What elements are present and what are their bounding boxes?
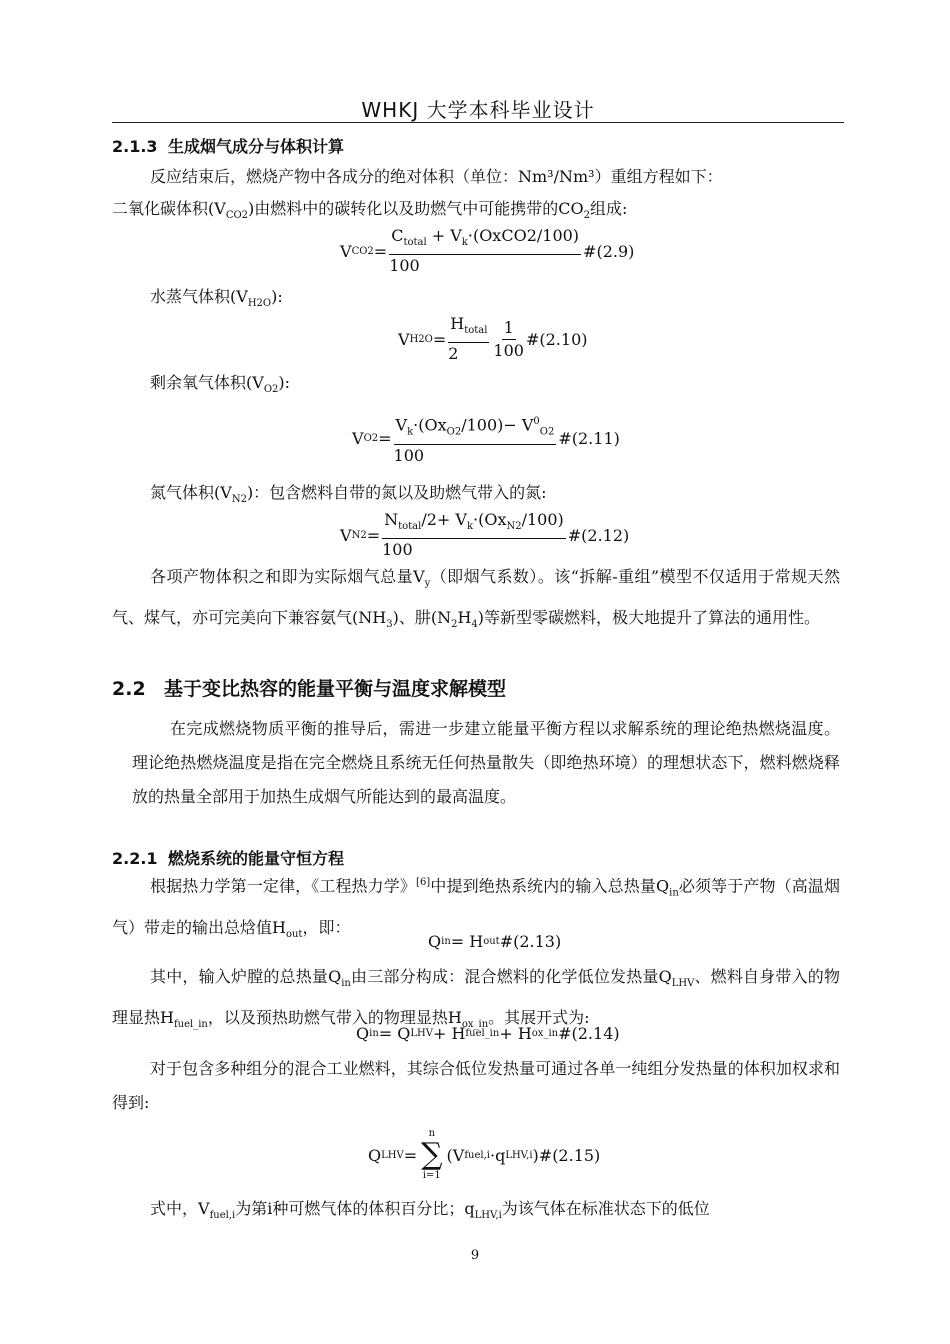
paragraph: 二氧化碳体积$(V_{CO2})$由燃料中的碳转化以及助燃气中可能携带的$CO_2$组成:: [112, 199, 628, 222]
equation-tag: #(2.15): [538, 1145, 601, 1165]
section-heading-2-1-3: [112, 134, 344, 157]
paragraph: 水蒸气体积$(V_{H2O})$:: [150, 287, 283, 310]
paragraph: 对于包含多种组分的混合工业燃料，其综合低位发热量可通过各单一纯组分发热量的体积加权求和得到:: [112, 1059, 840, 1112]
page-header: [112, 94, 844, 123]
equation-tag: #(2.13): [499, 932, 562, 951]
summation-symbol: n ∑ i=1: [421, 1128, 443, 1181]
equation-2-11: V O2 = $\frac{V_k\cdot(Ox_{O2}/100)- V^0_{O2}}{100}$ #(2.11): [352, 412, 620, 466]
fraction: $\frac{C_{total} + V_k\cdot(OxCO2/100)}{100}$: [389, 226, 580, 276]
paragraph: 各项产物体积之和即为实际烟气总量$V_y$（即烟气系数）。该“拆解-重组”模型不仅适用于常规天然气、煤气，亦可完美向下兼容氨气$(NH_3)$、肼$(N_2H_4)$等新型零碳燃料，极大地提升了算法的通用性。: [112, 567, 840, 631]
equation-2-13: Q in = H out #(2.13): [428, 932, 562, 951]
equation-tag: #(2.12): [567, 525, 630, 545]
equation-2-9: V CO2 = $\frac{C_{total} + V_k\cdot(OxCO2/100)}{100}$ #(2.9): [340, 226, 635, 276]
equation-2-12: V N2 = $\frac{N_{total}/2+ V_k\cdot(Ox_{N2}/100)}{100}$ #(2.12): [340, 510, 630, 560]
section-heading-2-2: 2.2 基于变比热容的能量平衡与温度求解模型: [112, 678, 507, 700]
paragraph: 式中，$V_{fuel,i}$为第i种可燃气体的体积百分比；$q_{LHV,i}$为该气体在标准状态下的低位: [150, 1199, 710, 1222]
equation-tag: #(2.9): [583, 241, 635, 261]
page-number: 9: [470, 1248, 480, 1263]
equation-tag: #(2.11): [558, 429, 620, 449]
equation-2-14: Q in = Q LHV + H fuel_in + H ox_in #(2.14): [356, 1024, 620, 1043]
paragraph: 在完成燃烧物质平衡的推导后，需进一步建立能量平衡方程以求解系统的理论绝热燃烧温度。理论绝热燃烧温度是指在完全燃烧且系统无任何热量散失（即绝热环境）的理想状态下，燃料燃烧释放的热量全部用于加热生成烟气所能达到的最高温度。: [132, 719, 840, 806]
section-heading-2-2-1: 2.2.1 燃烧系统的能量守恒方程: [112, 849, 345, 868]
equation-2-15: Q LHV = n ∑ i=1 (V fuel,i ·q LHV,i ) #(2.15): [368, 1128, 601, 1181]
paragraph: 剩余氧气体积$(V_{O2})$:: [150, 373, 291, 396]
paragraph: 根据热力学第一定律，《工程热力学》[6]中提到绝热系统内的输入总热量$Q_{in}$必须等于产物（高温烟气）带走的输出总焓值$H_{out}$，即：: [112, 876, 840, 940]
paragraph: 反应结束后，燃烧产物中各成分的绝对体积（单位：Nm³/Nm³）重组方程如下：: [150, 167, 723, 186]
section-title: 生成烟气成分与体积计算: [168, 137, 345, 156]
equation-tag: #(2.10): [525, 329, 588, 349]
section-number: 2.1.3: [112, 137, 158, 156]
equation-2-10: V H2O = $\frac{H_{total}}{2}$ $\frac{1}{100}$ #(2.10): [398, 314, 588, 364]
header-title: WHKJ 大学本科毕业设计: [361, 98, 595, 122]
equation-tag: #(2.14): [558, 1024, 620, 1043]
paragraph: 其中，输入炉膛的总热量$Q_{in}$由三部分构成：混合燃料的化学低位发热量$Q_{LHV}$、燃料自身带入的物理显热$H_{fuel\_in}$，以及预热助燃气带入的物理显热$H_{ox\_in}$。其展开式为:: [112, 967, 840, 1031]
paragraph: 氮气体积$(V_{N2})$：包含燃料自带的氮以及助燃气带入的氮:: [150, 483, 547, 506]
